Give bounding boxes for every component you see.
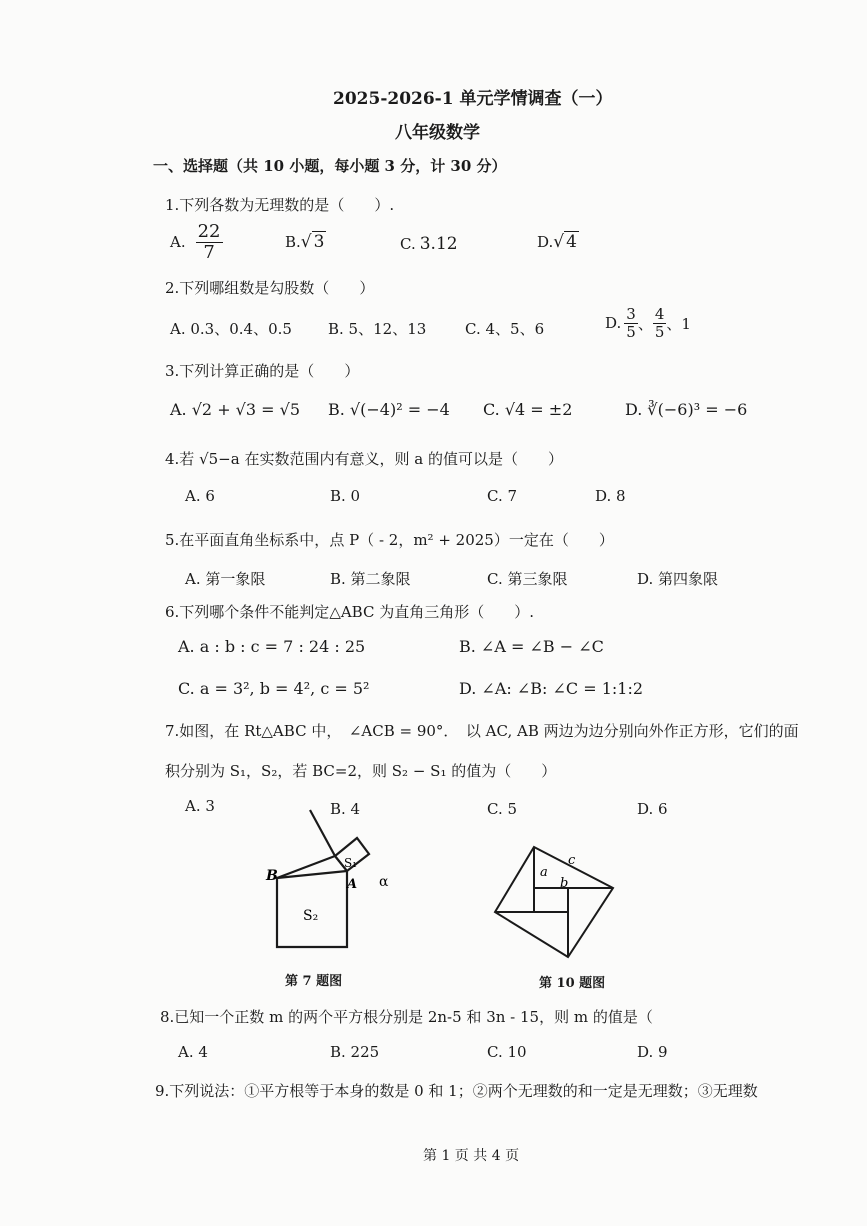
label-b: B	[266, 868, 278, 884]
exam-title: 2025-2026-1 单元学情调查（一）	[333, 89, 613, 109]
label-b: b	[560, 876, 569, 891]
question-1-stem: 1.下列各数为无理数的是（ ）.	[165, 196, 395, 214]
q8-option-b: B. 225	[330, 1043, 380, 1061]
option-label: D.	[537, 233, 554, 251]
fraction-numerator: 3	[626, 305, 636, 323]
q4-option-b: B. 0	[330, 487, 361, 505]
q7-option-d: D. 6	[637, 800, 668, 818]
fraction	[624, 306, 638, 340]
q6-option-b: B. ∠A = ∠B − ∠C	[459, 637, 604, 656]
q3-option-a: A. √2 + √3 = √5	[170, 400, 301, 419]
figure-10-caption: 第 10 题图	[539, 976, 606, 991]
q1-option-d: D.√ 4	[537, 232, 577, 252]
fraction-denominator: 7	[203, 241, 215, 263]
figure-7-caption: 第 7 题图	[285, 974, 343, 989]
question-6-stem: 6.下列哪个条件不能判定△ABC 为直角三角形（ ）.	[165, 603, 534, 621]
q5-option-b: B. 第二象限	[330, 570, 411, 588]
option-label: D.	[605, 314, 622, 332]
option-label: C.	[400, 235, 416, 253]
label-s1: S₁	[344, 856, 358, 870]
option-value: 3.12	[419, 234, 458, 254]
q2-option-c: C. 4、5、6	[465, 320, 545, 338]
fraction-denominator: 5	[654, 322, 665, 341]
q2-option-a: A. 0.3、0.4、0.5	[170, 320, 292, 338]
option-label: A.	[170, 233, 186, 252]
question-2-stem: 2.下列哪组数是勾股数（ ）	[165, 279, 375, 297]
q3-option-d: D. ∛(−6)³ = −6	[625, 400, 748, 419]
label-s2: S₂	[303, 908, 319, 924]
q1-option-a	[170, 222, 223, 263]
q4-option-a: A. 6	[185, 487, 215, 505]
q7-option-a: A. 3	[185, 797, 215, 815]
q3-option-b: B. √(−4)² = −4	[328, 400, 450, 419]
radicand: 4	[566, 232, 577, 252]
q2-option-b: B. 5、12、13	[328, 320, 427, 338]
q7-option-b: B. 4	[330, 800, 361, 818]
question-9-stem: 9.下列说法：①平方根等于本身的数是 0 和 1；②两个无理数的和一定是无理数；③无理数	[155, 1082, 758, 1100]
exam-subtitle: 八年级数学	[395, 123, 480, 143]
question-8-stem: 8.已知一个正数 m 的两个平方根分别是 2n-5 和 3n - 15，则 m 的值是（	[160, 1008, 653, 1026]
q1-option-c	[400, 234, 458, 254]
q3-option-c: C. √4 = ±2	[483, 400, 573, 419]
question-7-stem-line-2: 积分别为 S₁，S₂，若 BC=2，则 S₂ − S₁ 的值为（ ）	[165, 762, 557, 780]
q5-option-c: C. 第三象限	[487, 570, 568, 588]
q7-option-c: C. 5	[487, 800, 518, 818]
outer-square	[495, 847, 613, 957]
q1-option-b: B.√ 3	[285, 232, 325, 252]
figure-10-diagram	[490, 842, 620, 962]
question-7-stem-line-1: 7.如图，在 Rt△ABC 中， ∠ACB = 90°． 以 AC, AB 两边为边分别向外作正方形，它们的面	[165, 722, 799, 740]
q2-option-d: D. $\frac{3}{5}$ 、 $\frac{4}{5}$ 、1	[605, 305, 691, 341]
radicand: 3	[313, 232, 325, 252]
q5-option-d: D. 第四象限	[637, 570, 719, 588]
question-4-stem: 4.若 √5−a 在实数范围内有意义，则 a 的值可以是（ ）	[165, 450, 563, 468]
figure-7-diagram	[255, 808, 415, 958]
q6-option-c: C. a = 3², b = 4², c = 5²	[178, 679, 370, 698]
fraction	[196, 222, 223, 263]
q8-option-d: D. 9	[637, 1043, 668, 1061]
fraction-denominator: 5	[626, 322, 636, 341]
option-tail: 、1	[666, 314, 691, 333]
fraction-numerator: 22	[197, 221, 221, 242]
option-label: B.	[285, 233, 301, 251]
label-c: c	[568, 853, 576, 868]
fraction-numerator: 4	[654, 305, 665, 323]
q4-option-d: D. 8	[595, 487, 626, 505]
label-a: a	[540, 865, 548, 880]
q4-option-c: C. 7	[487, 487, 518, 505]
q5-option-a: A. 第一象限	[185, 570, 266, 588]
q6-option-d: D. ∠A: ∠B: ∠C = 1:1:2	[459, 679, 644, 698]
q6-option-a: A. a : b : c = 7 : 24 : 25	[178, 637, 366, 656]
question-3-stem: 3.下列计算正确的是（ ）	[165, 362, 360, 380]
stray-mark: α	[379, 874, 389, 890]
extension-line	[310, 810, 335, 856]
q8-option-a: A. 4	[178, 1043, 208, 1061]
q8-option-c: C. 10	[487, 1043, 527, 1061]
label-a: A	[347, 877, 358, 892]
fraction	[653, 306, 667, 340]
question-5-stem: 5.在平面直角坐标系中，点 P（ - 2，m² + 2025）一定在（ ）	[165, 531, 614, 549]
page-number: 第 1 页 共 4 页	[423, 1148, 520, 1164]
section-heading: 一、选择题（共 10 小题，每小题 3 分，计 30 分）	[153, 157, 507, 175]
